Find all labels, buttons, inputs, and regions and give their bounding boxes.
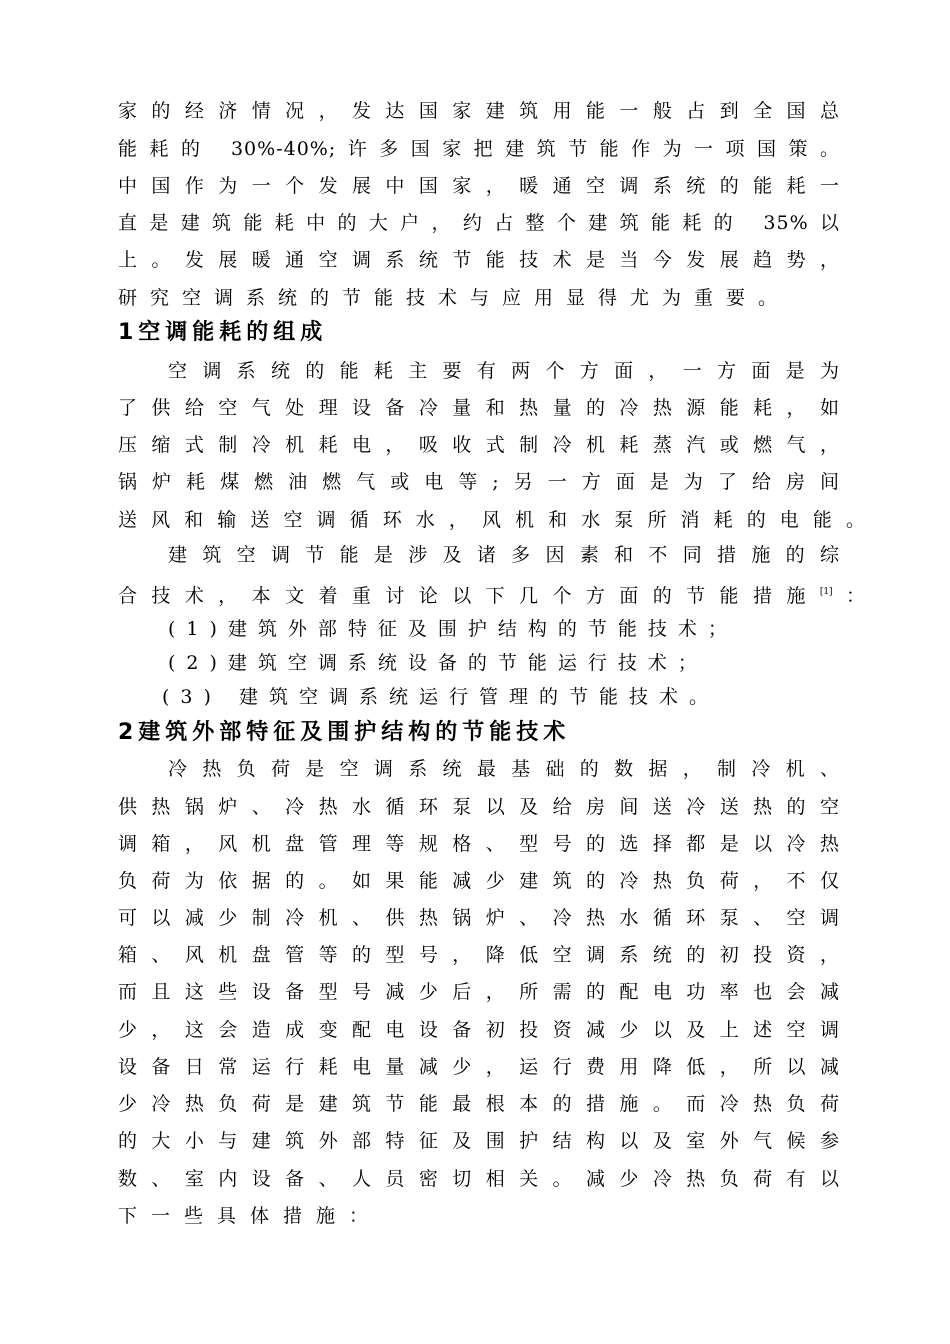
section-2-line-1: 冷热负荷是空调系统最基础的数据，制冷机、 bbox=[168, 758, 840, 780]
section-1-para-1-line-4: 锅炉耗煤燃油燃气或电等;另一方面是为了给房间 bbox=[118, 471, 840, 493]
section-2-line-2: 供热锅炉、冷热水循环泵以及给房间送冷送热的空 bbox=[118, 796, 840, 818]
list-item-3: (3) 建筑空调系统运行管理的节能技术。 bbox=[162, 686, 719, 708]
section-2-line-5: 可以减少制冷机、供热锅炉、冷热水循环泵、空调 bbox=[118, 907, 840, 929]
section-1-para-2-line-1: 建筑空调节能是涉及诸多因素和不同措施的综 bbox=[168, 544, 840, 566]
section-1-heading: 1空调能耗的组成 bbox=[118, 320, 328, 345]
section-2-line-7: 而且这些设备型号减少后，所需的配电功率也会减 bbox=[118, 981, 840, 1003]
section-2-line-9: 设备日常运行耗电量减少，运行费用降低，所以减 bbox=[118, 1056, 840, 1078]
section-2-line-8: 少，这会造成变配电设备初投资减少以及上述空调 bbox=[118, 1019, 840, 1041]
section-2-line-10: 少冷热负荷是建筑节能最根本的措施。而冷热负荷 bbox=[118, 1093, 840, 1115]
section-2-line-3: 调箱，风机盘管理等规格、型号的选择都是以冷热 bbox=[118, 833, 840, 855]
citation-marker: [1] bbox=[819, 587, 833, 597]
intro-line-3: 中国作为一个发展中国家，暖通空调系统的能耗一 bbox=[118, 175, 840, 197]
section-1-para-2-line-2-text: 合技术，本文着重讨论以下几个方面的节能措施 bbox=[118, 585, 820, 607]
section-2-heading: 2建筑外部特征及围护结构的节能技术 bbox=[118, 720, 571, 745]
section-2-line-12: 数、室内设备、人员密切相关。减少冷热负荷有以 bbox=[118, 1168, 840, 1190]
section-1-para-1-line-1: 空调系统的能耗主要有两个方面，一方面是为 bbox=[168, 360, 840, 382]
intro-line-6: 研究空调系统的节能技术与应用显得尤为重要。 bbox=[118, 287, 791, 309]
section-2-line-4: 负荷为依据的。如果能减少建筑的冷热负荷，不仅 bbox=[118, 870, 840, 892]
section-2-line-6: 箱、风机盘管等的型号，降低空调系统的初投资， bbox=[118, 944, 840, 966]
section-2-line-13: 下一些具体措施： bbox=[118, 1205, 383, 1227]
list-item-2: (2)建筑空调系统设备的节能运行技术； bbox=[168, 652, 708, 674]
section-1-para-1-line-5: 送风和输送空调循环水，风机和水泵所消耗的电能。 bbox=[118, 509, 866, 531]
intro-line-5: 上。发展暖通空调系统节能技术是当今发展趋势， bbox=[118, 249, 840, 271]
intro-line-2: 能耗的 30%-40%;许多国家把建筑节能作为一项国策。 bbox=[118, 138, 840, 160]
section-1-para-2-line-2 bbox=[118, 578, 866, 606]
section-1-para-1-line-3: 压缩式制冷机耗电，吸收式制冷机耗蒸汽或燃气， bbox=[118, 434, 840, 456]
intro-line-4: 直是建筑能耗中的大户，约占整个建筑能耗的 35%以 bbox=[118, 212, 840, 234]
list-item-1: (1)建筑外部特征及围护结构的节能技术； bbox=[168, 618, 738, 640]
intro-line-1: 家的经济情况，发达国家建筑用能一般占到全国总 bbox=[118, 100, 840, 122]
section-1-para-1-line-2: 了供给空气处理设备冷量和热量的冷热源能耗，如 bbox=[118, 397, 840, 419]
section-1-para-2-line-2-end: ： bbox=[832, 585, 866, 607]
section-2-line-11: 的大小与建筑外部特征及围护结构以及室外气候参 bbox=[118, 1130, 840, 1152]
